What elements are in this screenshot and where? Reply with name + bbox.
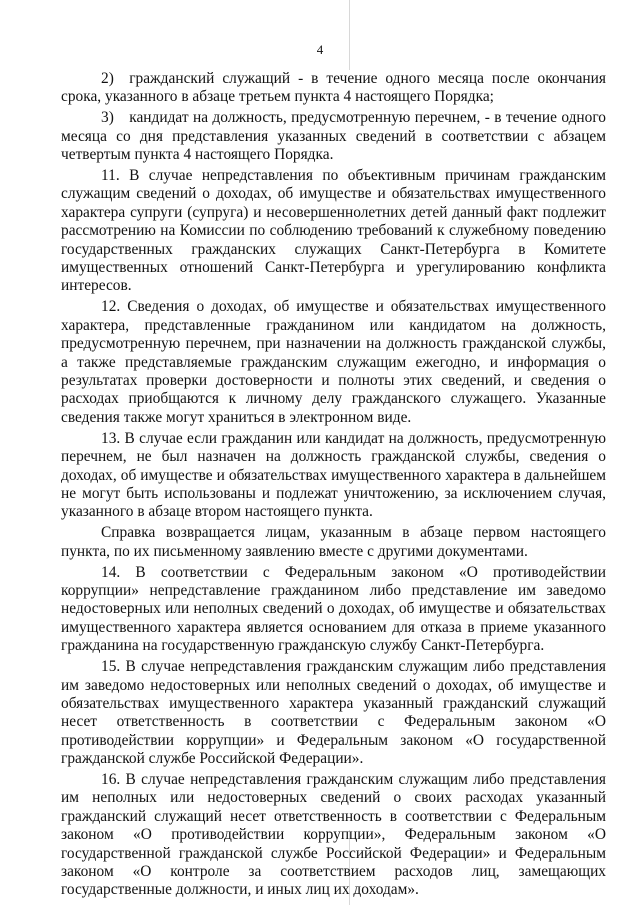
paragraph-11: 11. В случае непредставления по объективным причинам гражданским служащим сведений о доходах, об имуществе и обязательствах имущественного характера супруги (супруга) и несовершеннолетних детей данный факт подлежит рассмотрению на Комиссии по соблюдению требований к служебному поведению государственных гражданских служащих Санкт-Петербурга в Комитете имущественных отношений Санкт-Петербурга и урегулированию конфликта интересов. — [61, 167, 606, 295]
paragraph-item-2: 2) гражданский служащий - в течение одного месяца после окончания срока, указанного в абзаце третьем пункта 4 настоящего Порядка; — [61, 70, 606, 106]
paragraph-15: 15. В случае непредставления гражданским служащим либо представления им заведомо недостоверных или неполных сведений о доходах, об имуществе и обязательствах имущественного характера указанный гражданский служащий несет ответственность в соответствии с Федеральным законом «О противодействии коррупции» и Федеральным законом «О государственной гражданской службе Российской Федерации». — [61, 658, 606, 768]
paragraph-item-3: 3) кандидат на должность, предусмотренную перечнем, - в течение одного месяца со дня представления указанных сведений в соответствии с абзацем четвертым пункта 4 настоящего Порядка. — [61, 109, 606, 164]
document-body — [61, 70, 606, 902]
paragraph-12: 12. Сведения о доходах, об имуществе и обязательствах имущественного характера, представленные гражданином или кандидатом на должность, предусмотренную перечнем, при назначении на должность гражданской службы, а также представляемые гражданским служащим ежегодно, и информация о результатах проверки достоверности и полноты этих сведений, и сведения о расходах приобщаются к личному делу гражданского служащего. Указанные сведения также могут храниться в электронном виде. — [61, 298, 606, 426]
paragraph-13: 13. В случае если гражданин или кандидат на должность, предусмотренную перечнем, не был назначен на должность гражданской службы, сведения о доходах, об имуществе и обязательствах имущественного характера в дальнейшем не могут быть использованы и подлежат уничтожению, за исключением случая, указанного в абзаце втором настоящего пункта. — [61, 429, 606, 521]
scan-artifact-line-top — [349, 0, 350, 70]
page-number: 4 — [316, 42, 324, 57]
paragraph-16: 16. В случае непредставления гражданским служащим либо представления им неполных или недостоверных сведений о своих расходах указанный гражданский служащий несет ответственность в соответствии с Федеральным законом «О противодействии коррупции», Федеральным законом «О государственной гражданской службе Российской Федерации» и Федеральным законом «О контроле за соответствием расходов лиц, замещающих государственные должности, и иных лиц их доходам». — [61, 771, 606, 899]
paragraph-13-note: Справка возвращается лицам, указанным в абзаце первом настоящего пункта, по их письменному заявлению вместе с другими документами. — [61, 524, 606, 560]
paragraph-14: 14. В соответствии с Федеральным законом «О противодействии коррупции» непредставление гражданином либо представление им заведомо недостоверных или неполных сведений о доходах, об имуществе и обязательствах имущественного характера является основанием для отказа в приеме указанного гражданина на государственную гражданскую службу Санкт-Петербурга. — [61, 563, 606, 655]
